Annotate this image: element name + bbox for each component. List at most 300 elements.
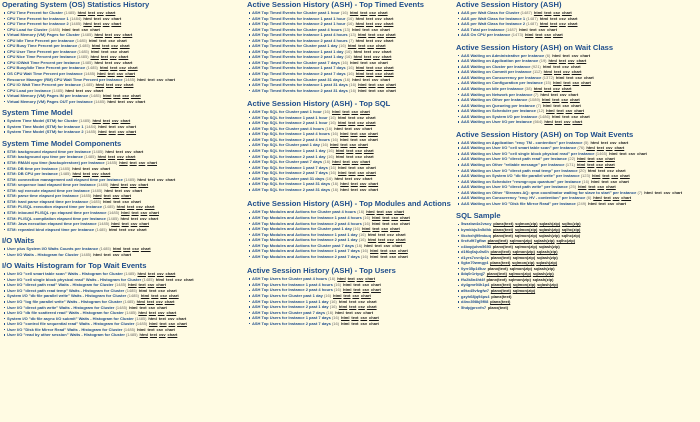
csv-link[interactable]: csv [375,65,382,71]
html-link[interactable]: html [107,98,116,104]
csv-link[interactable]: csv [156,76,164,82]
html-link[interactable]: html [335,148,345,154]
sqlash-zip-link[interactable]: sqlash(zip) [537,282,558,288]
text-link[interactable]: text [353,287,361,293]
html-link[interactable]: html [551,113,561,119]
text-link[interactable]: text [147,326,155,332]
html-link[interactable]: html [340,181,349,187]
csv-link[interactable]: csv [112,193,120,199]
html-link[interactable]: html [367,231,377,237]
sqlash-zip-link[interactable]: sqlash(zip) [532,271,554,277]
html-link[interactable]: html [352,76,361,82]
sqlash-zip-link[interactable]: sqlash(zip) [536,254,558,260]
csv-link[interactable]: csv [139,215,147,221]
csv-link[interactable]: csv [387,237,394,243]
chart-link[interactable]: chart [100,171,111,177]
html-link[interactable]: html [533,10,543,15]
text-link[interactable]: text [362,26,370,32]
csv-link[interactable]: csv [157,310,165,316]
html-link[interactable]: html [149,321,158,327]
csv-link[interactable]: csv [389,248,397,254]
sqlash-zip-link[interactable]: sqlash(zip) [539,226,560,232]
text-link[interactable]: text [346,148,354,154]
text-link[interactable]: text [149,287,157,293]
sqlash-zip-link[interactable]: sqlash(zip) [538,243,560,249]
chart-link[interactable]: chart [105,10,116,15]
html-link[interactable]: html [335,309,344,315]
text-link[interactable]: text [159,321,167,327]
sqlmon-zip-link[interactable]: sqlmon(zip) [512,287,536,293]
chart-link[interactable]: chart [365,120,376,126]
chart-link[interactable]: chart [568,91,579,97]
chart-link[interactable]: chart [130,93,141,99]
csv-link[interactable]: csv [349,142,357,148]
chart-link[interactable]: chart [570,63,581,69]
text-link[interactable]: text [535,32,543,38]
chart-link[interactable]: chart [118,48,129,54]
html-link[interactable]: html [332,159,341,165]
chart-link[interactable]: chart [165,271,176,277]
chart-link[interactable]: chart [140,246,151,252]
text-link[interactable]: text [562,113,570,119]
planx-text-link[interactable]: planx(text) [490,299,511,305]
html-link[interactable]: html [138,310,147,316]
chart-link[interactable]: chart [605,184,616,190]
html-link[interactable]: html [92,118,101,124]
html-link[interactable]: html [555,74,565,80]
html-link[interactable]: html [111,221,120,227]
csv-link[interactable]: csv [351,109,359,115]
chart-link[interactable]: chart [366,298,377,304]
csv-link[interactable]: csv [553,10,561,15]
chart-link[interactable]: chart [363,148,374,154]
html-link[interactable]: html [543,69,553,75]
csv-link[interactable]: csv [109,54,117,60]
text-link[interactable]: text [566,74,574,80]
text-link[interactable]: text [366,65,374,71]
html-link[interactable]: html [353,48,363,54]
csv-link[interactable]: csv [375,15,382,21]
chart-link[interactable]: chart [395,237,406,243]
csv-link[interactable]: csv [571,113,579,119]
text-link[interactable]: text [350,186,358,192]
csv-link[interactable]: csv [381,226,389,232]
chart-link[interactable]: chart [392,242,402,248]
sqlash-zip-link[interactable]: sqlash(zip) [539,221,561,227]
csv-link[interactable]: csv [113,32,121,38]
html-link[interactable]: html [72,165,81,171]
text-link[interactable]: text [603,195,611,201]
chart-link[interactable]: chart [119,43,130,49]
csv-link[interactable]: csv [102,15,110,21]
html-link[interactable]: html [62,26,71,32]
csv-link[interactable]: csv [111,43,118,49]
html-link[interactable]: html [83,21,92,27]
html-link[interactable]: html [338,164,347,170]
chart-link[interactable]: chart [621,195,632,201]
chart-link[interactable]: chart [390,226,400,232]
sqlash-zip-link[interactable]: sqlash(zip) [536,249,558,255]
text-link[interactable]: text [350,136,358,142]
html-link[interactable]: html [332,109,341,115]
html-link[interactable]: html [371,220,381,226]
csv-link[interactable]: csv [538,26,546,32]
html-link[interactable]: html [94,32,103,38]
sqlmon-zip-link[interactable]: sqlmon(zip) [508,276,531,282]
text-link[interactable]: text [588,184,596,190]
html-link[interactable]: html [343,287,352,293]
html-link[interactable]: html [330,142,339,148]
chart-link[interactable]: chart [157,304,167,310]
text-link[interactable]: text [121,221,129,227]
html-link[interactable]: html [361,226,371,232]
chart-link[interactable]: chart [111,21,122,27]
html-link[interactable]: html [116,204,126,210]
csv-link[interactable]: csv [611,173,619,179]
csv-link[interactable]: csv [132,246,139,252]
html-link[interactable]: html [542,63,552,69]
text-link[interactable]: text [115,148,123,154]
chart-link[interactable]: chart [381,48,392,54]
csv-link[interactable]: csv [377,32,384,38]
html-link[interactable]: html [539,21,549,27]
chart-link[interactable]: chart [395,231,406,237]
html-link[interactable]: html [112,246,122,252]
text-link[interactable]: text [619,150,627,156]
html-link[interactable]: html [337,120,347,126]
chart-link[interactable]: chart [567,21,578,27]
csv-link[interactable]: csv [122,93,130,99]
chart-link[interactable]: chart [176,315,187,321]
csv-link[interactable]: csv [559,91,567,97]
text-link[interactable]: text [553,63,561,69]
csv-link[interactable]: csv [359,131,367,137]
chart-link[interactable]: chart [383,65,394,71]
csv-link[interactable]: csv [373,48,380,54]
csv-link[interactable]: csv [353,175,361,181]
csv-link[interactable]: csv [387,231,394,237]
csv-link[interactable]: csv [605,145,613,151]
csv-link[interactable]: csv [158,332,166,338]
text-link[interactable]: text [554,69,562,75]
text-link[interactable]: text [348,170,356,176]
planx-text-link[interactable]: planx(text) [490,254,511,260]
html-link[interactable]: html [121,209,130,215]
chart-link[interactable]: chart [400,214,410,220]
text-link[interactable]: text [158,315,166,321]
chart-link[interactable]: chart [93,87,104,93]
csv-link[interactable]: csv [128,226,135,232]
text-link[interactable]: text [345,309,353,315]
chart-link[interactable]: chart [135,98,146,104]
text-link[interactable]: text [72,26,80,32]
text-link[interactable]: text [123,246,131,252]
chart-link[interactable]: chart [579,113,590,119]
html-link[interactable]: html [337,276,346,282]
html-link[interactable]: html [341,315,350,321]
chart-link[interactable]: chart [362,125,373,131]
csv-link[interactable]: csv [91,171,99,177]
csv-link[interactable]: csv [373,54,380,60]
text-link[interactable]: text [598,167,606,173]
sqlhc-zip-link[interactable]: sqlhc(zip) [561,232,581,238]
text-link[interactable]: text [99,37,107,43]
text-link[interactable]: text [544,86,552,92]
html-link[interactable]: html [335,153,345,159]
text-link[interactable]: text [127,204,135,210]
csv-link[interactable]: csv [607,167,614,173]
csv-link[interactable]: csv [565,108,573,114]
html-link[interactable]: html [587,167,597,173]
planx-text-link[interactable]: planx(text) [493,221,514,227]
chart-link[interactable]: chart [380,76,391,82]
csv-link[interactable]: csv [119,65,126,71]
text-link[interactable]: text [348,120,356,126]
csv-link[interactable]: csv [563,69,570,75]
text-link[interactable]: text [598,200,606,206]
text-link[interactable]: text [365,37,374,43]
text-link[interactable]: text [562,52,570,58]
csv-link[interactable]: csv [352,292,360,298]
text-link[interactable]: text [119,226,127,232]
html-link[interactable]: html [548,58,557,64]
planx-text-link[interactable]: planx(text) [490,287,511,293]
csv-link[interactable]: csv [385,209,393,215]
csv-link[interactable]: csv [572,80,580,86]
chart-link[interactable]: chart [122,32,133,38]
html-link[interactable]: html [577,156,586,162]
chart-link[interactable]: chart [615,167,626,173]
html-link[interactable]: html [355,15,365,21]
csv-link[interactable]: csv [156,326,164,332]
csv-link[interactable]: csv [391,214,399,220]
csv-link[interactable]: csv [356,276,364,282]
csv-link[interactable]: csv [130,221,138,227]
html-link[interactable]: html [338,298,348,304]
csv-link[interactable]: csv [375,71,382,77]
csv-link[interactable]: csv [567,58,575,64]
html-link[interactable]: html [140,293,150,299]
csv-link[interactable]: csv [544,32,552,38]
text-link[interactable]: text [587,156,595,162]
text-link[interactable]: text [378,237,386,243]
text-link[interactable]: text [348,114,356,120]
text-link[interactable]: text [351,320,359,326]
chart-link[interactable]: chart [156,282,166,288]
csv-link[interactable]: csv [102,21,110,27]
html-link[interactable]: html [90,48,100,54]
chart-link[interactable]: chart [147,160,157,166]
chart-link[interactable]: chart [561,10,572,15]
csv-link[interactable]: csv [81,26,89,32]
chart-link[interactable]: chart [605,156,615,162]
csv-link[interactable]: csv [359,186,367,192]
csv-link[interactable]: csv [115,82,122,88]
text-link[interactable]: text [147,176,155,182]
csv-link[interactable]: csv [609,139,617,145]
csv-link[interactable]: csv [359,136,367,142]
text-link[interactable]: text [360,10,368,15]
chart-link[interactable]: chart [386,82,396,88]
chart-link[interactable]: chart [371,287,381,293]
html-link[interactable]: html [533,86,543,92]
chart-link[interactable]: chart [567,15,578,21]
chart-link[interactable]: chart [120,118,131,124]
sqlhc-zip-link[interactable]: sqlhc(zip) [561,226,581,232]
sqlmon-zip-link[interactable]: sqlmon(zip) [512,254,536,260]
chart-link[interactable]: chart [368,131,378,137]
csv-link[interactable]: csv [369,59,377,65]
chart-link[interactable]: chart [366,304,377,310]
csv-link[interactable]: csv [91,165,99,171]
csv-link[interactable]: csv [156,271,164,277]
html-link[interactable]: html [369,248,379,254]
text-link[interactable]: text [147,271,156,277]
html-link[interactable]: html [369,253,379,259]
csv-link[interactable]: csv [156,176,164,182]
chart-link[interactable]: chart [138,182,149,188]
text-link[interactable]: text [380,253,388,259]
html-link[interactable]: html [119,160,128,166]
chart-link[interactable]: chart [168,293,179,299]
csv-link[interactable]: csv [663,189,671,195]
html-link[interactable]: html [136,298,146,304]
chart-link[interactable]: chart [122,59,133,65]
csv-link[interactable]: csv [167,315,175,321]
csv-link[interactable]: csv [351,159,359,165]
html-link[interactable]: html [340,131,349,137]
text-link[interactable]: text [108,123,116,129]
chart-link[interactable]: chart [121,193,132,199]
csv-link[interactable]: csv [148,304,156,310]
text-link[interactable]: text [601,178,609,184]
chart-link[interactable]: chart [581,80,591,86]
csv-link[interactable]: csv [108,37,116,43]
text-link[interactable]: text [340,142,348,148]
csv-link[interactable]: csv [610,178,618,184]
text-link[interactable]: text [343,292,351,298]
chart-link[interactable]: chart [183,276,194,282]
text-link[interactable]: text [147,298,155,304]
csv-link[interactable]: csv [628,150,636,156]
csv-link[interactable]: csv [138,160,146,166]
csv-link[interactable]: csv [357,164,365,170]
csv-link[interactable]: csv [362,281,370,287]
text-link[interactable]: text [342,159,350,165]
html-link[interactable]: html [93,193,102,199]
html-link[interactable]: html [357,32,367,38]
html-link[interactable]: html [65,87,74,93]
csv-link[interactable]: csv [360,315,368,321]
text-link[interactable]: text [368,87,376,93]
text-link[interactable]: text [129,160,137,166]
chart-link[interactable]: chart [360,109,370,115]
text-link[interactable]: text [349,298,357,304]
csv-link[interactable]: csv [360,320,368,326]
html-link[interactable]: html [97,154,107,160]
text-link[interactable]: text [366,71,374,77]
html-link[interactable]: html [340,136,349,142]
chart-link[interactable]: chart [398,253,408,259]
csv-link[interactable]: csv [136,204,143,210]
csv-link[interactable]: csv [367,43,374,49]
text-link[interactable]: text [148,310,156,316]
html-link[interactable]: html [333,292,342,298]
chart-link[interactable]: chart [369,320,379,326]
text-link[interactable]: text [151,293,159,299]
html-link[interactable]: html [95,82,105,88]
chart-link[interactable]: chart [165,326,175,332]
text-link[interactable]: text [596,145,604,151]
chart-link[interactable]: chart [400,220,410,226]
csv-link[interactable]: csv [371,26,379,32]
csv-link[interactable]: csv [116,71,124,77]
chart-link[interactable]: chart [375,43,386,49]
text-link[interactable]: text [358,43,366,49]
csv-link[interactable]: csv [562,63,569,69]
chart-link[interactable]: chart [572,119,583,125]
csv-link[interactable]: csv [563,119,571,125]
planx-text-link[interactable]: planx(text) [487,238,508,244]
chart-link[interactable]: chart [672,189,683,195]
html-link[interactable]: html [340,186,349,192]
text-link[interactable]: text [351,315,359,321]
text-link[interactable]: text [102,118,110,124]
csv-link[interactable]: csv [371,76,379,82]
chart-link[interactable]: chart [126,129,137,135]
csv-link[interactable]: csv [377,87,385,93]
text-link[interactable]: text [113,93,121,99]
chart-link[interactable]: chart [363,153,374,159]
text-link[interactable]: text [93,15,101,21]
text-link[interactable]: text [553,102,561,108]
text-link[interactable]: text [102,43,110,49]
chart-link[interactable]: chart [125,71,135,77]
text-link[interactable]: text [104,59,113,65]
text-link[interactable]: text [353,281,361,287]
planx-text-link[interactable]: planx(text) [490,249,511,255]
chart-link[interactable]: chart [383,15,394,21]
text-link[interactable]: text [117,98,125,104]
html-link[interactable]: html [129,304,138,310]
chart-link[interactable]: chart [139,221,150,227]
chart-link[interactable]: chart [383,21,394,27]
csv-link[interactable]: csv [375,37,382,43]
csv-link[interactable]: csv [358,304,365,310]
sqlmon-zip-link[interactable]: sqlmon(zip) [512,260,535,266]
text-link[interactable]: text [114,187,122,193]
chart-link[interactable]: chart [118,54,129,60]
html-link[interactable]: html [576,162,586,168]
chart-link[interactable]: chart [371,281,381,287]
text-link[interactable]: text [374,242,382,248]
text-link[interactable]: text [104,32,112,38]
csv-link[interactable]: csv [117,123,125,129]
sqlmon-zip-link[interactable]: sqlmon(zip) [515,221,538,227]
chart-link[interactable]: chart [177,321,187,327]
text-link[interactable]: text [587,162,595,168]
csv-link[interactable]: csv [168,321,176,327]
sqlash-zip-link[interactable]: sqlash(zip) [532,276,554,282]
text-link[interactable]: text [120,182,128,188]
chart-link[interactable]: chart [362,175,373,181]
text-link[interactable]: text [93,21,101,27]
csv-link[interactable]: csv [175,276,182,282]
html-link[interactable]: html [334,175,343,181]
html-link[interactable]: html [524,32,534,38]
text-link[interactable]: text [82,165,90,171]
csv-link[interactable]: csv [353,125,361,131]
